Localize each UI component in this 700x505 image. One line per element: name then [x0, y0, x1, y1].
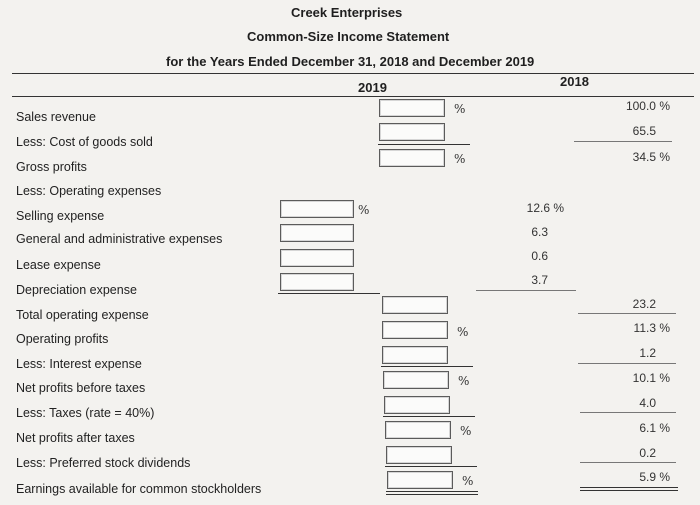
row-label-gross-profits: Gross profits [16, 160, 87, 174]
subtotal-rule [574, 141, 672, 142]
total-double-rule [580, 487, 678, 488]
value-2018-selling-expense: 12.6 % [526, 201, 564, 215]
row-label-selling-expense: Selling expense [16, 209, 105, 223]
input-2019-net-profits-after-taxes[interactable] [385, 421, 451, 439]
row-label-net-profits-before-taxes: Net profits before taxes [16, 381, 146, 395]
row-label-total-operating-expense: Total operating expense [16, 308, 149, 322]
row-label-preferred-dividends: Less: Preferred stock dividends [16, 456, 191, 470]
percent-sign: % [457, 325, 469, 339]
column-header-2019: 2019 [358, 80, 387, 95]
value-2018-taxes: 4.0 [639, 396, 656, 410]
subtotal-rule [578, 363, 676, 364]
row-label-net-profits-after-taxes: Net profits after taxes [16, 431, 135, 445]
row-label-operating-profits: Operating profits [16, 332, 109, 346]
value-2018-depreciation-expense: 3.7 [531, 273, 548, 287]
value-2018-lease-expense: 0.6 [531, 249, 548, 263]
input-2019-taxes[interactable] [384, 396, 450, 414]
subtotal-rule [278, 293, 380, 294]
total-double-rule [386, 491, 478, 492]
percent-sign: % [358, 203, 370, 217]
value-2018-general-admin-expenses: 6.3 [531, 225, 548, 239]
input-2019-cost-of-goods-sold[interactable] [379, 123, 445, 141]
row-label-general-admin-expenses: General and administrative expenses [16, 232, 223, 246]
subtotal-rule [476, 290, 576, 291]
value-2018-interest-expense: 1.2 [639, 346, 656, 360]
input-2019-earnings-common[interactable] [387, 471, 453, 489]
percent-sign: % [458, 374, 470, 388]
value-2018-gross-profits: 34.5 % [632, 150, 670, 164]
subtotal-rule [385, 466, 477, 467]
value-2018-sales-revenue: 100.0 % [625, 99, 670, 113]
subtotal-rule [580, 412, 676, 413]
subtotal-rule [580, 462, 676, 463]
statement-period: for the Years Ended December 31, 2018 and December 2019 [166, 54, 535, 69]
row-label-taxes: Less: Taxes (rate = 40%) [16, 406, 155, 420]
row-label-interest-expense: Less: Interest expense [16, 357, 142, 371]
value-2018-operating-profits: 11.3 % [633, 321, 670, 335]
input-2019-depreciation-expense[interactable] [280, 273, 354, 291]
header-rule [12, 73, 694, 74]
percent-sign: % [462, 474, 474, 488]
percent-sign: % [454, 102, 466, 116]
row-label-cost-of-goods-sold: Less: Cost of goods sold [16, 135, 153, 149]
column-header-2018: 2018 [560, 74, 589, 89]
value-2018-earnings-common: 5.9 % [639, 470, 670, 484]
input-2019-sales-revenue[interactable] [379, 99, 445, 117]
input-2019-net-profits-before-taxes[interactable] [383, 371, 449, 389]
subtotal-rule [383, 416, 475, 417]
row-label-depreciation-expense: Depreciation expense [16, 283, 137, 297]
input-2019-preferred-dividends[interactable] [386, 446, 452, 464]
percent-sign: % [454, 152, 466, 166]
input-2019-lease-expense[interactable] [280, 249, 354, 267]
subtotal-rule [578, 313, 676, 314]
value-2018-cost-of-goods-sold: 65.5 [632, 124, 656, 138]
column-header-rule [12, 96, 694, 97]
total-double-rule [386, 494, 478, 495]
input-2019-selling-expense[interactable] [280, 200, 354, 218]
value-2018-total-operating-expense: 23.2 [632, 297, 656, 311]
subtotal-rule [381, 366, 473, 367]
row-label-operating-expenses: Less: Operating expenses [16, 184, 162, 198]
input-2019-gross-profits[interactable] [379, 149, 445, 167]
input-2019-general-admin-expenses[interactable] [280, 224, 354, 242]
row-label-sales-revenue: Sales revenue [16, 110, 96, 124]
percent-sign: % [460, 424, 472, 438]
subtotal-rule [378, 144, 470, 145]
total-double-rule [580, 490, 678, 491]
value-2018-net-profits-after-taxes: 6.1 % [639, 421, 670, 435]
input-2019-total-operating-expense[interactable] [382, 296, 448, 314]
input-2019-operating-profits[interactable] [382, 321, 448, 339]
company-name: Creek Enterprises [291, 5, 403, 20]
row-label-earnings-common: Earnings available for common stockholders [16, 482, 262, 496]
row-label-lease-expense: Lease expense [16, 258, 101, 272]
value-2018-preferred-dividends: 0.2 [639, 446, 656, 460]
statement-title: Common-Size Income Statement [247, 29, 450, 44]
value-2018-net-profits-before-taxes: 10.1 % [632, 371, 670, 385]
input-2019-interest-expense[interactable] [382, 346, 448, 364]
